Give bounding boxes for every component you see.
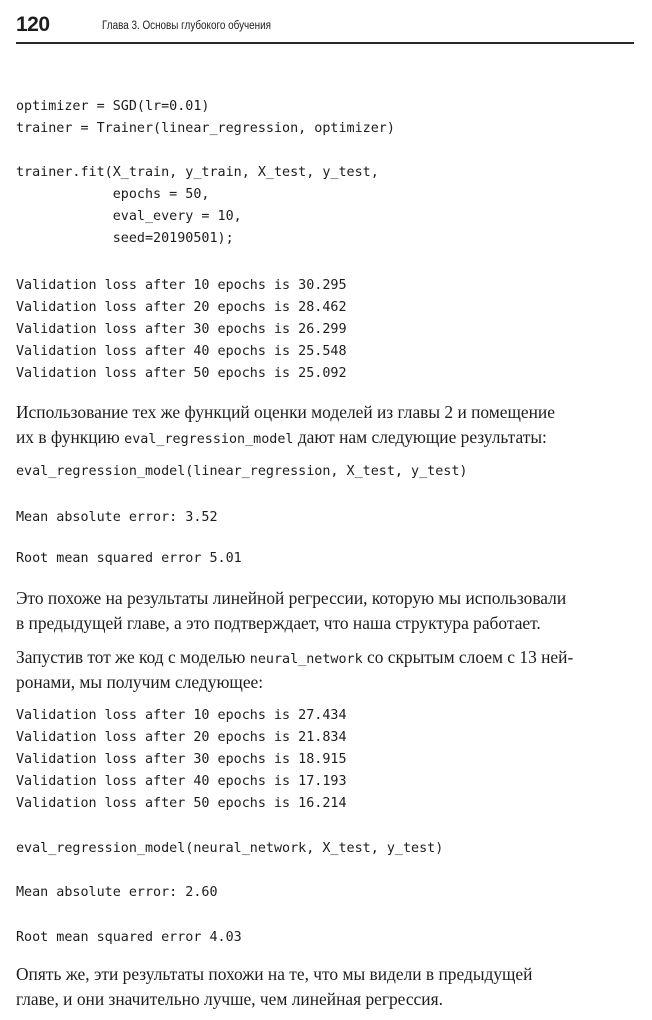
code-line <box>16 140 395 162</box>
inline-code: eval_regression_model <box>124 432 294 447</box>
page-header <box>16 12 634 44</box>
page-number: 120 <box>16 13 50 36</box>
para-text: их в функцию <box>16 427 125 447</box>
code-line: optimizer = SGD(lr=0.01) <box>16 99 210 114</box>
para-line: Использование тех же функций оценки моделей из главы 2 и помещение <box>16 402 555 422</box>
code-line: eval_every = 10, <box>16 209 242 224</box>
para-line: ронами, мы получим следующее: <box>16 672 264 692</box>
paragraph-linear-result <box>16 586 634 636</box>
output-line: Validation loss after 40 epochs is 25.548 <box>16 344 347 359</box>
running-head: Глава 3. Основы глубокого обучения <box>102 20 272 32</box>
output-line: Validation loss after 50 epochs is 16.214 <box>16 796 347 811</box>
para-text: со скрытым слоем с 13 ней- <box>362 647 574 667</box>
para-text: дают нам следующие результаты: <box>293 427 547 447</box>
paragraph-eval-intro <box>16 400 634 450</box>
para-line <box>16 425 634 450</box>
code-eval-nn-rmse <box>16 927 242 949</box>
code-output-nn <box>16 705 347 815</box>
code-output-linear <box>16 275 347 385</box>
code-eval-linear-call <box>16 461 467 483</box>
code-line: eval_regression_model(linear_regression, X_test, y_test) <box>16 464 468 479</box>
output-line: Root mean squared error 4.03 <box>16 930 242 945</box>
output-line: Mean absolute error: 2.60 <box>16 885 218 900</box>
para-line: Это похоже на результаты линейной регрессии, которую мы использовали <box>16 588 567 608</box>
para-line: Опять же, эти результаты похожи на те, что мы видели в предыдущей <box>16 964 533 984</box>
output-line: Validation loss after 30 epochs is 26.299 <box>16 322 347 337</box>
output-line: Validation loss after 50 epochs is 25.092 <box>16 366 347 381</box>
code-line: seed=20190501); <box>16 231 234 246</box>
code-block-setup <box>16 96 395 250</box>
code-eval-nn-mae <box>16 882 218 904</box>
output-line: Validation loss after 20 epochs is 28.462 <box>16 300 347 315</box>
output-line: Validation loss after 40 epochs is 17.193 <box>16 774 347 789</box>
code-line: trainer.fit(X_train, y_train, X_test, y_test, <box>16 165 379 180</box>
output-line: Validation loss after 10 epochs is 30.295 <box>16 278 347 293</box>
paragraph-nn-result <box>16 962 634 1012</box>
para-line: в предыдущей главе, а это подтверждает, что наша структура работает. <box>16 613 541 633</box>
para-line: главе, и они значительно лучше, чем линейная регрессия. <box>16 989 443 1009</box>
output-line: Validation loss after 30 epochs is 18.915 <box>16 752 347 767</box>
output-line: Mean absolute error: 3.52 <box>16 510 218 525</box>
code-line: eval_regression_model(neural_network, X_test, y_test) <box>16 841 444 856</box>
paragraph-nn-intro <box>16 645 634 695</box>
para-line <box>16 645 634 670</box>
output-line: Validation loss after 10 epochs is 27.434 <box>16 708 347 723</box>
code-eval-linear-rmse <box>16 548 242 570</box>
code-eval-nn-call <box>16 838 443 860</box>
para-text: Запустив тот же код с моделью <box>16 647 250 667</box>
inline-code: neural_network <box>249 652 363 667</box>
output-line: Validation loss after 20 epochs is 21.834 <box>16 730 347 745</box>
code-line: trainer = Trainer(linear_regression, optimizer) <box>16 121 395 136</box>
code-line: epochs = 50, <box>16 187 210 202</box>
code-eval-linear-mae <box>16 507 218 529</box>
output-line: Root mean squared error 5.01 <box>16 551 242 566</box>
